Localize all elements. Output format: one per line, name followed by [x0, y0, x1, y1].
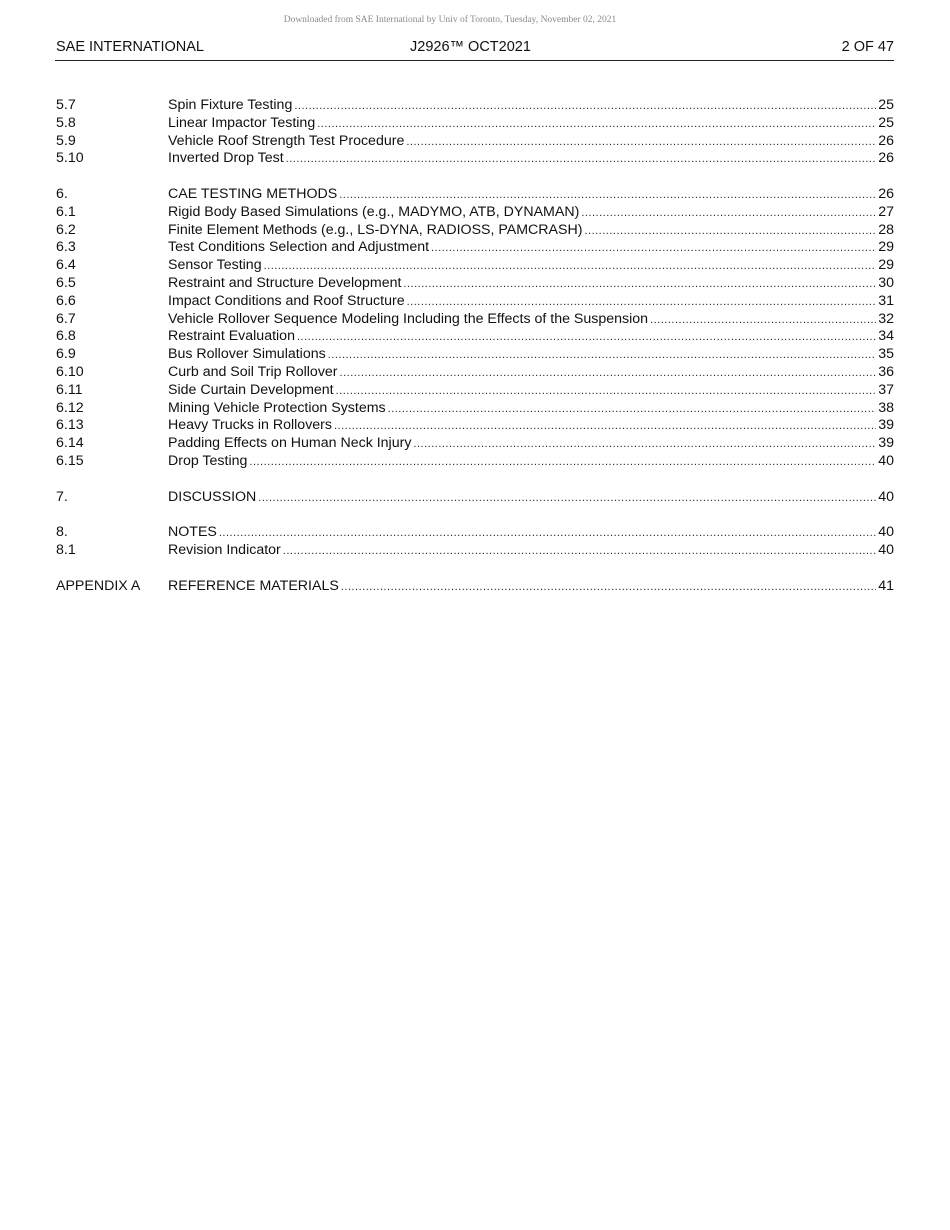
toc-dot-leader [328, 347, 877, 365]
toc-entry-title: Drop Testing [168, 452, 248, 469]
toc-entry-page: 26 [878, 150, 894, 167]
toc-entry-title: Sensor Testing [168, 257, 262, 274]
toc-entry-number: 8.1 [56, 541, 76, 558]
table-of-contents [56, 97, 894, 595]
toc-entry-page: 36 [878, 363, 894, 380]
toc-dot-leader [297, 329, 876, 347]
toc-entry-title: Restraint Evaluation [168, 328, 295, 345]
toc-entry-title: Impact Conditions and Roof Structure [168, 292, 405, 309]
toc-dot-leader [258, 490, 876, 508]
toc-entry-title: Rigid Body Based Simulations (e.g., MADYMO, ATB, DYNAMAN) [168, 203, 580, 220]
toc-entry-page: 39 [878, 417, 894, 434]
toc-entry-number: 6.10 [56, 363, 84, 380]
toc-entry-page: 26 [878, 185, 894, 202]
toc-entry-title: Linear Impactor Testing [168, 114, 316, 131]
toc-entry[interactable] [56, 364, 894, 382]
toc-entry-number: 6.11 [56, 381, 83, 398]
toc-dot-leader [336, 383, 877, 401]
toc-entry-page: 35 [878, 346, 894, 363]
toc-entry[interactable] [56, 417, 894, 435]
toc-dot-leader [407, 294, 877, 312]
toc-entry-title: Mining Vehicle Protection Systems [168, 399, 386, 416]
toc-section-entry[interactable] [56, 186, 894, 204]
toc-entry-number: 6.5 [56, 274, 76, 291]
toc-entry-title: Bus Rollover Simulations [168, 346, 326, 363]
toc-entry[interactable] [56, 346, 894, 364]
toc-entry-page: 26 [878, 132, 894, 149]
toc-entry-page: 32 [878, 310, 894, 327]
toc-entry[interactable] [56, 293, 894, 311]
toc-entry-number: 5.8 [56, 114, 76, 131]
toc-entry-number: 6.15 [56, 452, 84, 469]
toc-entry[interactable] [56, 133, 894, 151]
toc-dot-leader [403, 276, 876, 294]
header-page-number: 2 OF 47 [841, 39, 894, 55]
toc-entry-title: Spin Fixture Testing [168, 97, 293, 113]
toc-entry-title: Curb and Soil Trip Rollover [168, 363, 338, 380]
toc-entry-number: 6.9 [56, 346, 76, 363]
toc-entry-page: 29 [878, 257, 894, 274]
toc-entry-title: Side Curtain Development [168, 381, 334, 398]
toc-dot-leader [249, 454, 876, 472]
toc-dot-leader [317, 116, 876, 134]
toc-entry-title: Inverted Drop Test [168, 150, 284, 167]
toc-dot-leader [340, 365, 877, 383]
toc-entry[interactable] [56, 435, 894, 453]
toc-entry-title: Vehicle Roof Strength Test Procedure [168, 132, 405, 149]
toc-dot-leader [413, 436, 876, 454]
toc-entry-number: 6.7 [56, 310, 76, 327]
toc-entry-number: 6.8 [56, 328, 76, 345]
toc-entry[interactable] [56, 275, 894, 293]
toc-entry[interactable] [56, 115, 894, 133]
toc-entry-page: 34 [878, 328, 894, 345]
toc-entry-page: 30 [878, 274, 894, 291]
toc-dot-leader [283, 543, 876, 561]
toc-entry-title: Finite Element Methods (e.g., LS-DYNA, RADIOSS, PAMCRASH) [168, 221, 583, 238]
toc-entry-page: 37 [878, 381, 894, 398]
toc-entry-number: 6.14 [56, 435, 84, 452]
toc-entry[interactable] [56, 239, 894, 257]
toc-entry-page: 38 [878, 399, 894, 416]
toc-entry[interactable] [56, 400, 894, 418]
toc-entry[interactable] [56, 150, 894, 168]
toc-entry-page: 25 [878, 114, 894, 131]
toc-entry-page: 40 [878, 541, 894, 558]
toc-entry-title: Padding Effects on Human Neck Injury [168, 435, 412, 452]
toc-entry[interactable] [56, 542, 894, 560]
toc-entry-title: REFERENCE MATERIALS [168, 577, 339, 594]
header-organization: SAE INTERNATIONAL [56, 39, 204, 55]
toc-entry-number: 6.13 [56, 417, 84, 434]
toc-entry-number: 6. [56, 185, 68, 202]
toc-entry-title: Restraint and Structure Development [168, 274, 402, 291]
toc-appendix-entry[interactable] [56, 578, 894, 596]
toc-entry-number: 6.2 [56, 221, 76, 238]
header-document-id: J2926™ OCT2021 [410, 39, 531, 55]
toc-entry-title: Revision Indicator [168, 541, 281, 558]
toc-dot-leader [334, 418, 876, 436]
toc-entry-number: 6.4 [56, 257, 76, 274]
toc-dot-leader [286, 151, 877, 169]
toc-entry-number: 5.7 [56, 97, 76, 113]
toc-entry-number: 8. [56, 524, 68, 541]
toc-entry[interactable] [56, 382, 894, 400]
toc-dot-leader [339, 187, 876, 205]
toc-dot-leader [431, 240, 876, 258]
toc-dot-leader [294, 98, 876, 116]
toc-entry[interactable] [56, 453, 894, 471]
toc-section-entry[interactable] [56, 524, 894, 542]
toc-dot-leader [219, 525, 876, 543]
toc-entry-page: 41 [878, 577, 894, 594]
toc-entry-number: 7. [56, 488, 68, 505]
toc-entry[interactable] [56, 328, 894, 346]
toc-entry-title: CAE TESTING METHODS [168, 185, 338, 202]
toc-entry-page: 28 [878, 221, 894, 238]
toc-dot-leader [264, 258, 877, 276]
toc-entry-number: APPENDIX A [56, 577, 141, 594]
toc-entry[interactable] [56, 222, 894, 240]
toc-entry-page: 39 [878, 435, 894, 452]
toc-entry[interactable] [56, 97, 894, 115]
toc-entry[interactable] [56, 204, 894, 222]
toc-dot-leader [406, 134, 876, 152]
toc-entry[interactable] [56, 311, 894, 329]
toc-entry-title: Vehicle Rollover Sequence Modeling Including the Effects of the Suspension [168, 310, 649, 327]
toc-entry-page: 27 [878, 203, 894, 220]
download-watermark: Downloaded from SAE International by Univ of Toronto, Tuesday, November 02, 2021 [283, 15, 617, 25]
toc-entry-page: 31 [878, 292, 894, 309]
toc-entry-number: 6.6 [56, 292, 76, 309]
toc-dot-leader [581, 205, 876, 223]
page-header [55, 38, 894, 61]
toc-entry-number: 5.9 [56, 132, 76, 149]
toc-entry-title: Test Conditions Selection and Adjustment [168, 239, 430, 256]
toc-entry-page: 25 [878, 97, 894, 113]
toc-entry-title: NOTES [168, 524, 217, 541]
toc-entry-number: 6.1 [56, 203, 76, 220]
toc-entry-number: 6.3 [56, 239, 76, 256]
toc-dot-leader [388, 401, 877, 419]
toc-dot-leader [584, 223, 876, 241]
toc-dot-leader [650, 312, 876, 330]
toc-entry-number: 5.10 [56, 150, 84, 167]
toc-entry-title: DISCUSSION [168, 488, 257, 505]
toc-entry-title: Heavy Trucks in Rollovers [168, 417, 332, 434]
toc-entry-page: 29 [878, 239, 894, 256]
toc-entry-page: 40 [878, 452, 894, 469]
toc-dot-leader [341, 579, 876, 597]
toc-section-entry[interactable] [56, 489, 894, 507]
toc-entry-number: 6.12 [56, 399, 84, 416]
toc-entry-page: 40 [878, 488, 894, 505]
toc-entry-page: 40 [878, 524, 894, 541]
toc-entry[interactable] [56, 257, 894, 275]
